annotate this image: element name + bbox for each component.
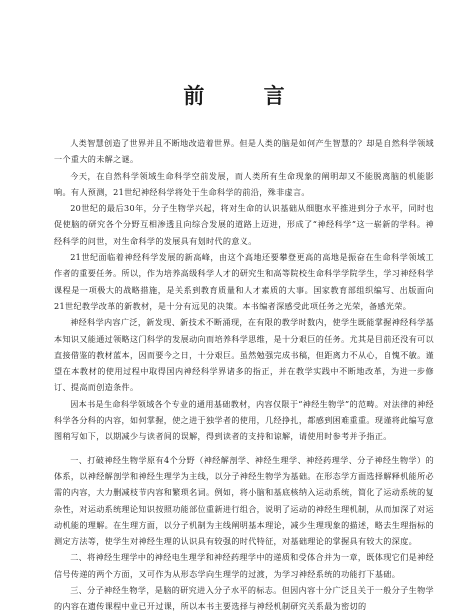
paragraph: 21世纪面临着神经科学发展的新高峰，由这个高地还要攀登更高的高地是振奋在生命科学领域工作者的重要任务。所以，作为培养高级科学人才的研究生和高等院校生命科学学院学生，学习神经科学课程是一项极大的战略措施，是关系到教育质量和人才素质的大事。国家教育部组织编写、出版面向21世纪教学改革的新教材，是十分有远见的决策。本书编者深感受此项任务之光荣，备感光荣。 [54,252,434,311]
paragraph: 三、分子神经生物学，是脑的研究进入分子水平的标志。但因内容十分广泛且关于一般分子生物学的内容在遗传课程中业已开过课，所以本书主要选择与神经机制研究关系最为密切的 [54,585,434,612]
paragraph: 20世纪的最后30年，分子生物学兴起，将对生命的认识基础从细胞水平推进到分子水平，同时也促使脑的研究各个分野互相渗透且向综合发展的道路上迈进，形成了“神经科学”这一崭新的学科。神经科学的问世，对生命科学的发展具有划时代的意义。 [54,203,434,246]
paragraph: 二、将神经生理学中的神经电生理学和神经药理学中的递质和受体合并为一章，既体现它们是神经信号传递的两个方面，又可作为从形态学向生理学的过渡，为学习神经系统的功能打下基础。 [54,552,434,579]
paragraph: 因本书是生命科学领域各个专业的通用基础教材，内容仅限于“神经生物学”的范畴。对法律的神经科学各分科的内容，如何掌握，使之进于独学者的使用，几经挣扎，都感到困难重重。现谨将此编写意图稍写如下，以期减少与读者间的误解，得到读者的支持和谅解，请使用时参考并予指正。 [54,398,434,442]
paragraph: 人类智慧创造了世界并且不断地改造着世界。但是人类的脑是如何产生智慧的？却是自然科学领域一个重大的未解之谜。 [54,138,434,165]
paragraph: 神经科学内容广泛，新发现、新技术不断涌现，在有限的教学时数内，使学生既能掌握神经科学基本知识又能通过领略这门科学的发展动向而培养科学思维，是十分艰巨的任务。尤其是目前还没有可以直接借鉴的教材蓝本，因而要今之日，十分艰巨。虽然勉强完成书稿，但距离力不从心，自愧不敏。谨望在本教材的使用过程中取得国内神经科学界诸多的指正，并在教学实践中不断地改革，为进一步修订、提高而创造条件。 [54,317,434,393]
paragraph: 一、打破神经生物学原有4个分野（神经解剖学、神经生理学、神经药理学、分子神经生物学）的体系，以神经解剖学和神经生理学为主线，以分子神经生物学为基础。在形态学方面选择解释机能所必需的内容，大力删减枝节内容和繁琐名词。例如，将小脑和基底核纳入运动系统，简化了运动系统的复杂性，对运动系统理论知识按照功能部位重新进行组合，说明了运动的神经生理机制，从而加深了对运动机能的理解。在生理方面，以分子机制为主线阐明基本理论，减少生理现象的描述，略去生理指标的测定方法等，使学生对神经生理的认识具有较强的时代特征，对基础理论的掌握具有较大的深度。 [54,454,434,547]
preface-body [54,135,434,615]
page-title: 前 言 [183,84,311,108]
paragraph: 今天，在自然科学领域生命科学空前发展，而人类所有生命现象的阐明却又不能脱离脑的机能影响。有人预测，21世纪神经科学将处于生命科学的前沿，殊非虚言。 [54,170,434,197]
